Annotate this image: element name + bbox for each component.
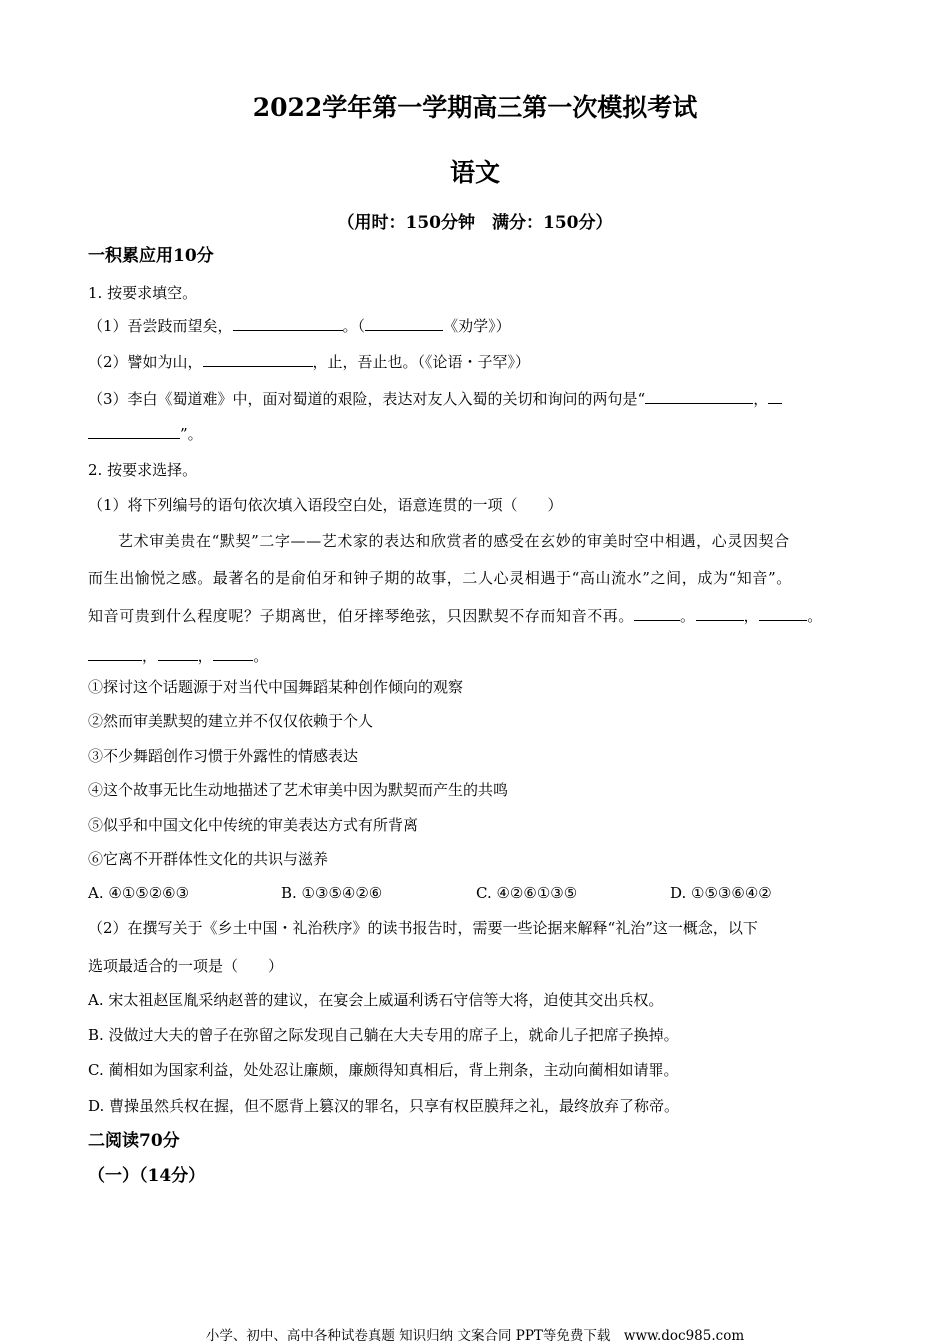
- answer-blank[interactable]: [88, 423, 180, 439]
- answer-blank[interactable]: [634, 605, 680, 621]
- q1-item3-text-c: ”。: [180, 425, 203, 443]
- q2-sub2-line2: 选项最适合的一项是（ ）: [88, 957, 284, 975]
- answer-blank[interactable]: [88, 645, 142, 661]
- section2-heading: 二阅读70分: [88, 1131, 180, 1151]
- answer-blank[interactable]: [365, 315, 443, 331]
- option-b[interactable]: B. ①③⑤④②⑥: [281, 884, 383, 902]
- option2-a[interactable]: A. 宋太祖赵匡胤采纳赵普的建议，在宴会上威逼利诱石守信等大将，迫使其交出兵权。: [88, 991, 664, 1009]
- statement-5: ⑤似乎和中国文化中传统的审美表达方式有所背离: [88, 816, 419, 834]
- punct: ，: [142, 647, 158, 665]
- q1-item3-cont: [88, 423, 878, 445]
- q1-item1-text-c: 《劝学》）: [443, 317, 511, 335]
- q2-prompt: 2. 按要求选择。: [88, 461, 198, 479]
- q1-item2-text-b: ，止，吾止也。（《论语・子罕》）: [312, 353, 531, 371]
- q1-item2-text-a: （2）譬如为山，: [88, 353, 203, 371]
- option2-d[interactable]: D. 曹操虽然兵权在握，但不愿背上篡汉的罪名，只享有权臣膜拜之礼，最终放弃了称帝。: [88, 1097, 680, 1115]
- answer-blank[interactable]: [233, 315, 343, 331]
- q1-item2: [88, 351, 878, 373]
- footer-link[interactable]: 小学、初中、高中各种试卷真题 知识归纳 文案合同 PPT等免费下载 www.doc985.com: [205, 1328, 745, 1344]
- q2-sub1: （1）将下列编号的语句依次填入语段空白处，语意连贯的一项（ ）: [88, 496, 563, 514]
- answer-blank[interactable]: [768, 388, 782, 404]
- punct: ，: [197, 647, 214, 665]
- punct: 。: [253, 647, 269, 665]
- passage-line2: 而生出愉悦之感。最著名的是俞伯牙和钟子期的故事，二人心灵相遇于“高山流水”之间，成为“知音”。: [88, 569, 792, 587]
- exam-title: 2022学年第一学期高三第一次模拟考试: [252, 93, 698, 122]
- passage-line3: [88, 605, 878, 627]
- answer-blank[interactable]: [696, 605, 744, 621]
- statement-1: ①探讨这个话题源于对当代中国舞蹈某种创作倾向的观察: [88, 678, 464, 696]
- q1-item1-text-a: （1）吾尝跂而望矣，: [88, 317, 233, 335]
- answer-blank[interactable]: [759, 605, 807, 621]
- statement-2: ②然而审美默契的建立并不仅仅依赖于个人: [88, 712, 374, 730]
- punct: 。: [807, 607, 823, 625]
- statement-4: ④这个故事无比生动地描述了艺术审美中因为默契而产生的共鸣: [88, 781, 509, 799]
- subject-title: 语文: [449, 158, 500, 187]
- options1-row: [88, 882, 878, 904]
- q1-item3: [88, 388, 878, 410]
- answer-blank[interactable]: [213, 645, 253, 661]
- q1-item3-text-b: ，: [753, 390, 769, 408]
- option2-b[interactable]: B. 没做过大夫的曾子在弥留之际发现自己躺在大夫专用的席子上，就命儿子把席子换掉。: [88, 1026, 679, 1044]
- section1-heading: 一积累应用10分: [88, 246, 214, 266]
- option2-c[interactable]: C. 蔺相如为国家利益，处处忍让廉颇，廉颇得知真相后，背上荆条，主动向蔺相如请罪。: [88, 1061, 679, 1079]
- passage-line1: 艺术审美贵在“默契”二字——艺术家的表达和欣赏者的感受在玄妙的审美时空中相遇，心灵因契合: [118, 532, 790, 550]
- q1-item1-text-b: 。（: [342, 317, 366, 335]
- statement-6: ⑥它离不开群体性文化的共识与滋养: [88, 850, 329, 868]
- passage-line3-text: 知音可贵到什么程度呢？子期离世，伯牙摔琴绝弦，只因默契不存而知音不再。: [88, 607, 635, 625]
- passage-line4: [88, 645, 878, 667]
- answer-blank[interactable]: [645, 388, 753, 404]
- statement-3: ③不少舞蹈创作习惯于外露性的情感表达: [88, 747, 359, 765]
- option-d[interactable]: D. ①⑤③⑥④②: [670, 884, 772, 902]
- section2-sub: （一）（14分）: [88, 1166, 206, 1186]
- answer-blank[interactable]: [203, 351, 313, 367]
- punct: 。: [680, 607, 696, 625]
- q1-prompt: 1. 按要求填空。: [88, 284, 198, 302]
- q1-item3-text-a: （3）李白《蜀道难》中，面对蜀道的艰险，表达对友人入蜀的关切和询问的两句是“: [88, 390, 646, 408]
- option-a[interactable]: A. ④①⑤②⑥③: [88, 884, 190, 902]
- option-c[interactable]: C. ④②⑥①③⑤: [476, 884, 578, 902]
- q1-item1: [88, 315, 878, 337]
- punct: ，: [743, 607, 760, 625]
- exam-meta: （用时：150分钟 满分：150分）: [337, 213, 613, 233]
- answer-blank[interactable]: [158, 645, 198, 661]
- q2-sub2-line1: （2）在撰写关于《乡土中国・礼治秩序》的读书报告时，需要一些论据来解释“礼治”这一概念，以下: [88, 919, 758, 937]
